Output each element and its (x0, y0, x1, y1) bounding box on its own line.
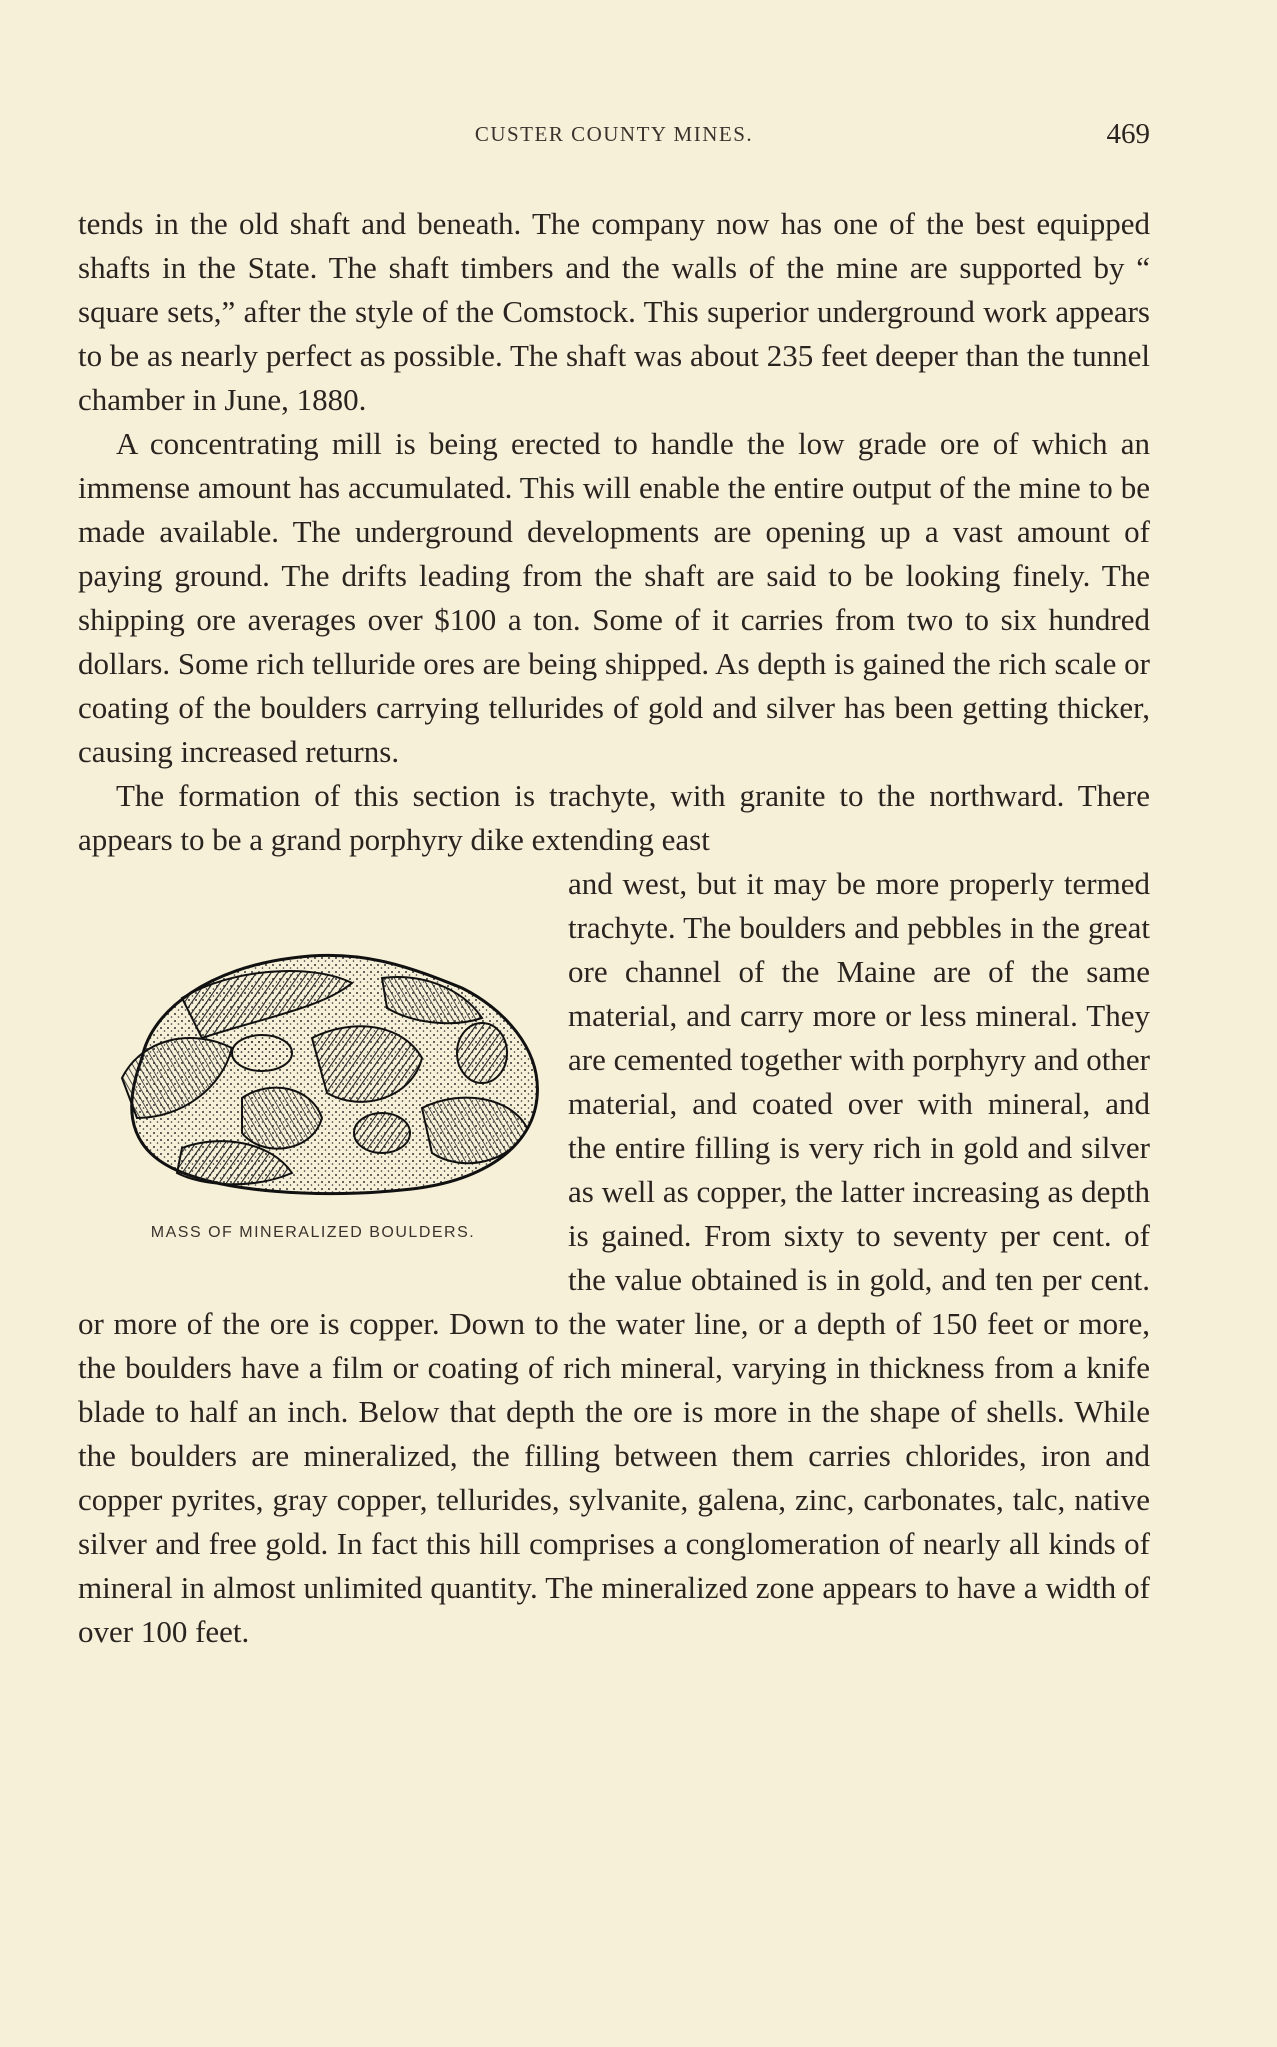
body-text (78, 202, 1150, 1654)
page-number: 469 (1106, 118, 1150, 150)
figure-caption: MASS OF MINERALIZED BOULDERS. (150, 1224, 476, 1241)
boulder-engraving-icon (82, 928, 552, 1208)
paragraph-3: The formation of this section is trachyte, with granite to the northward. There appears to be a grand porphyry dike extending east (78, 778, 1150, 857)
running-head (78, 118, 1150, 150)
paragraph-2: A concentrating mill is being erected to handle the low grade ore of which an immense amount has accumulated. This will enable the entire output of the mine to be made available. The underground developments are opening up a vast amount of paying ground. The drifts leading from the shaft are said to be looking finely. The shipping ore averages over $100 a ton. Some of it carries from two to six hundred dollars. Some rich telluride ores are being shipped. As depth is gained the rich scale or coating of the boulders carrying tellurides of gold and silver has been getting thicker, causing increased returns. (78, 426, 1150, 769)
running-title: CUSTER COUNTY MINES. (474, 122, 754, 146)
paragraph-3-continued: and west, but it may be more properly termed trachyte. The boulders and pebbles in the great ore channel of the Maine are of the same material, and carry more or less mineral. They are cemented together with porphyry and other material, and coated over with mineral, and the entire filling is very rich in gold and silver as well as copper, the latter increasing as depth is gained. From sixty to seventy per cent. of the value obtained is in gold, and ten per cent. or more of the ore is copper. Down to the water line, or a depth of 150 feet or more, the boulders have a film or coating of rich mineral, varying in thickness from a knife blade to half an inch. Below that depth the ore is more in the shape of shells. While the boulders are mineralized, the filling between them carries chlorides, iron and copper pyrites, gray copper, tellurides, sylvanite, galena, zinc, carbonates, talc, native silver and free gold. In fact this hill comprises a conglomeration of nearly all kinds of mineral in almost unlimited quantity. The mineralized zone appears to have a width of over 100 feet. (78, 866, 1150, 1649)
paragraph-1: tends in the old shaft and beneath. The company now has one of the best equipped shafts in the State. The shaft timbers and the walls of the mine are supported by “ square sets,” after the style of the Comstock. This superior underground work appears to be as nearly perfect as possible. The shaft was about 235 feet deeper than the tunnel chamber in June, 1880. (78, 206, 1150, 417)
boulder-figure (78, 862, 568, 1298)
